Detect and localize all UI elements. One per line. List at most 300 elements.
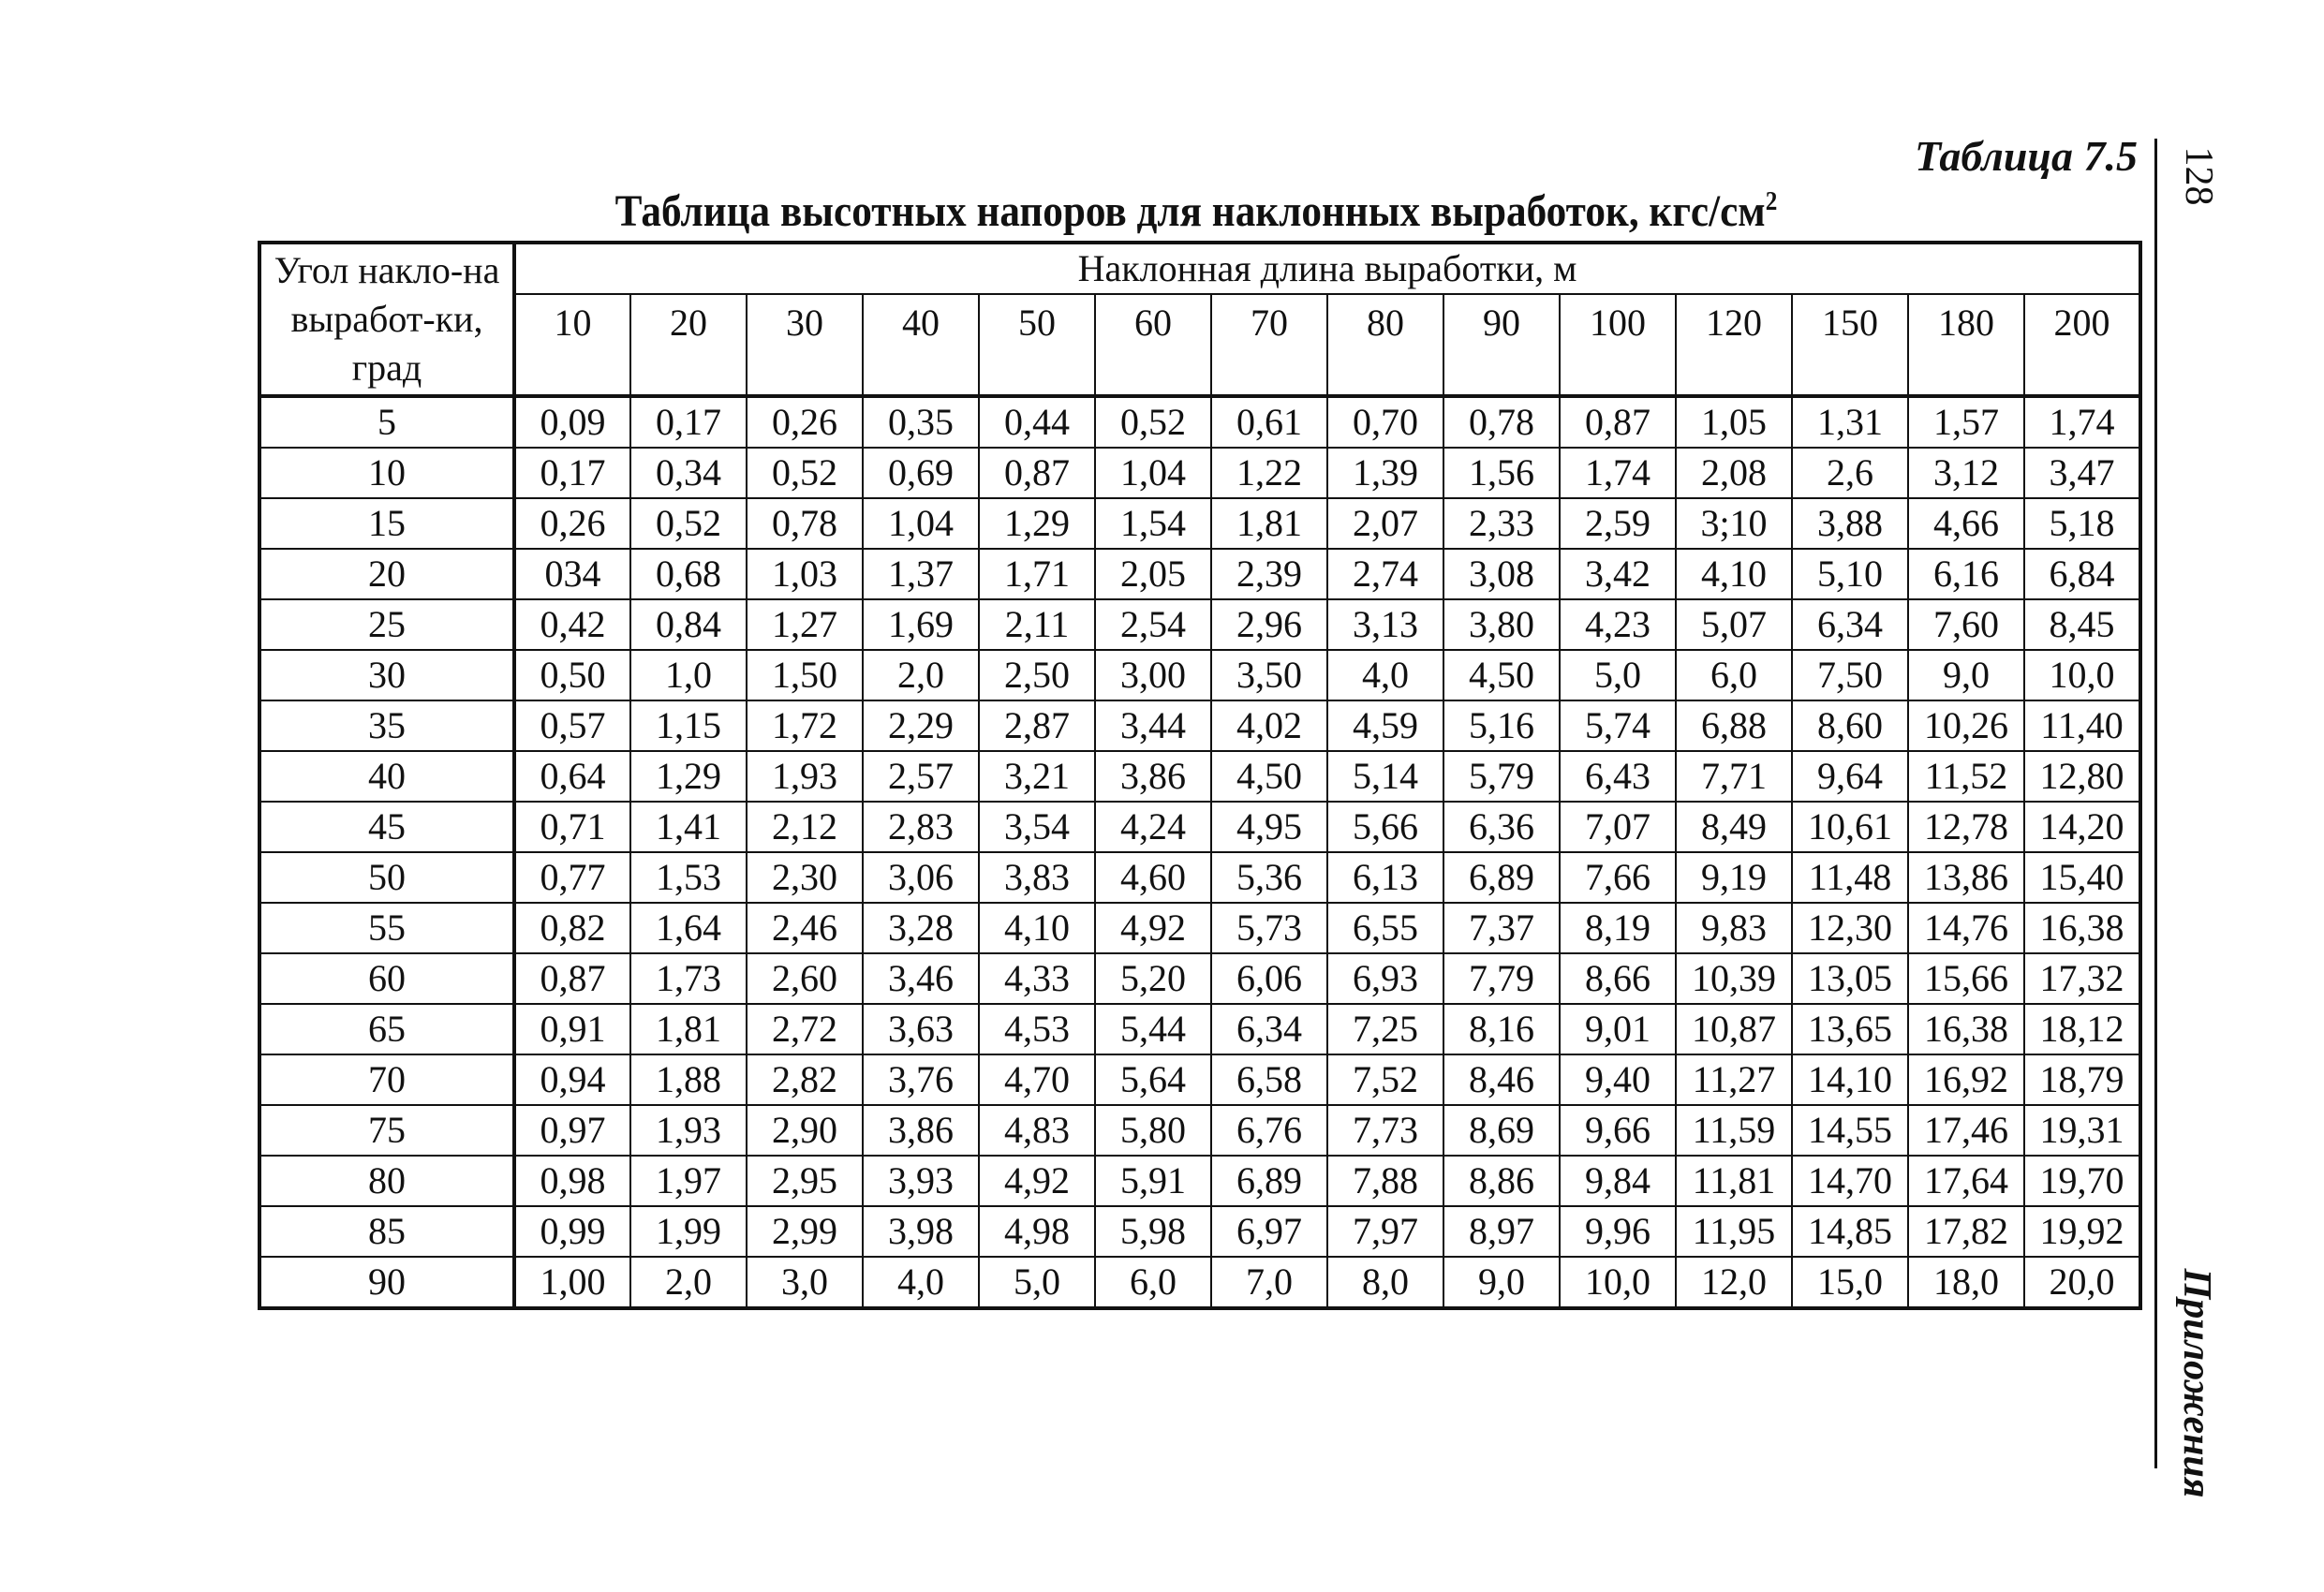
pressure-value-cell: 13,86 [1908, 852, 2024, 903]
pressure-value-cell: 5,64 [1095, 1054, 1211, 1105]
table-row [259, 599, 2140, 650]
pressure-value-cell: 6,58 [1211, 1054, 1327, 1105]
length-group-header: Наклонная длина выработки, м [514, 243, 2140, 294]
pressure-value-cell: 0,99 [514, 1206, 630, 1257]
pressure-value-cell: 3,63 [863, 1004, 979, 1054]
pressure-value-cell: 0,57 [514, 700, 630, 751]
pressure-value-cell: 6,13 [1327, 852, 1443, 903]
pressure-value-cell: 4,23 [1560, 599, 1676, 650]
pressure-value-cell: 1,64 [630, 903, 747, 953]
pressure-value-cell: 0,35 [863, 396, 979, 448]
pressure-value-cell: 4,24 [1095, 802, 1211, 852]
table-body [259, 396, 2140, 1308]
pressure-value-cell: 10,26 [1908, 700, 2024, 751]
pressure-value-cell: 7,88 [1327, 1156, 1443, 1206]
pressure-value-cell: 3,21 [979, 751, 1095, 802]
length-header-cell: 10 [514, 294, 630, 396]
pressure-value-cell: 1,73 [630, 953, 747, 1004]
pressure-value-cell: 10,87 [1676, 1004, 1792, 1054]
pressure-value-cell: 5,74 [1560, 700, 1676, 751]
pressure-value-cell: 8,69 [1443, 1105, 1560, 1156]
pressure-value-cell: 5,0 [1560, 650, 1676, 700]
pressure-value-cell: 7,52 [1327, 1054, 1443, 1105]
pressure-value-cell: 3,44 [1095, 700, 1211, 751]
pressure-value-cell: 10,61 [1792, 802, 1908, 852]
pressure-value-cell: 1,74 [2024, 396, 2140, 448]
pressure-value-cell: 5,18 [2024, 498, 2140, 549]
pressure-value-cell: 4,0 [863, 1257, 979, 1308]
pressure-value-cell: 1,69 [863, 599, 979, 650]
pressure-value-cell: 6,0 [1676, 650, 1792, 700]
pressure-value-cell: 8,97 [1443, 1206, 1560, 1257]
pressure-value-cell: 7,37 [1443, 903, 1560, 953]
pressure-value-cell: 6,16 [1908, 549, 2024, 599]
pressure-value-cell: 1,81 [1211, 498, 1327, 549]
pressure-value-cell: 1,00 [514, 1257, 630, 1308]
pressure-value-cell: 4,92 [979, 1156, 1095, 1206]
pressure-value-cell: 5,0 [979, 1257, 1095, 1308]
pressure-value-cell: 14,55 [1792, 1105, 1908, 1156]
pressure-value-cell: 0,52 [630, 498, 747, 549]
pressure-value-cell: 2,59 [1560, 498, 1676, 549]
pressure-value-cell: 2,54 [1095, 599, 1211, 650]
pressure-value-cell: 1,74 [1560, 448, 1676, 498]
pressure-value-cell: 0,50 [514, 650, 630, 700]
length-header-cell: 50 [979, 294, 1095, 396]
pressure-value-cell: 7,60 [1908, 599, 2024, 650]
pressure-value-cell: 0,69 [863, 448, 979, 498]
length-header-cell: 180 [1908, 294, 2024, 396]
pressure-value-cell: 0,71 [514, 802, 630, 852]
pressure-value-cell: 17,64 [1908, 1156, 2024, 1206]
pressure-value-cell: 0,52 [747, 448, 863, 498]
pressure-value-cell: 19,70 [2024, 1156, 2140, 1206]
angle-cell: 80 [259, 1156, 514, 1206]
pressure-value-cell: 8,45 [2024, 599, 2140, 650]
pressure-value-cell: 0,98 [514, 1156, 630, 1206]
pressure-value-cell: 4,92 [1095, 903, 1211, 953]
pressure-value-cell: 2,50 [979, 650, 1095, 700]
pressure-value-cell: 4,10 [979, 903, 1095, 953]
pressure-value-cell: 0,87 [979, 448, 1095, 498]
table-number-label: Таблица 7.5 [1914, 132, 2138, 180]
pressure-value-cell: 3,83 [979, 852, 1095, 903]
pressure-value-cell: 5,91 [1095, 1156, 1211, 1206]
pressure-value-cell: 1,15 [630, 700, 747, 751]
pressure-value-cell: 2,12 [747, 802, 863, 852]
pressure-value-cell: 1,53 [630, 852, 747, 903]
table-row [259, 448, 2140, 498]
length-header-cell: 150 [1792, 294, 1908, 396]
pressure-value-cell: 0,70 [1327, 396, 1443, 448]
pressure-value-cell: 4,59 [1327, 700, 1443, 751]
pressure-value-cell: 2,39 [1211, 549, 1327, 599]
length-header-cell: 30 [747, 294, 863, 396]
pressure-value-cell: 3,0 [747, 1257, 863, 1308]
running-head: Приложения [2175, 1268, 2218, 1498]
pressure-value-cell: 3,86 [863, 1105, 979, 1156]
pressure-value-cell: 14,20 [2024, 802, 2140, 852]
pressure-value-cell: 20,0 [2024, 1257, 2140, 1308]
pressure-value-cell: 3;10 [1676, 498, 1792, 549]
pressure-value-cell: 6,36 [1443, 802, 1560, 852]
pressure-value-cell: 19,92 [2024, 1206, 2140, 1257]
pressure-value-cell: 8,19 [1560, 903, 1676, 953]
pressure-value-cell: 2,30 [747, 852, 863, 903]
pressure-value-cell: 1,81 [630, 1004, 747, 1054]
pressure-value-cell: 1,29 [979, 498, 1095, 549]
table-row [259, 396, 2140, 448]
pressure-value-cell: 1,0 [630, 650, 747, 700]
pressure-value-cell: 1,93 [630, 1105, 747, 1156]
pressure-value-cell: 14,10 [1792, 1054, 1908, 1105]
pressure-value-cell: 2,0 [863, 650, 979, 700]
pressure-value-cell: 0,94 [514, 1054, 630, 1105]
pressure-value-cell: 14,85 [1792, 1206, 1908, 1257]
pressure-value-cell: 10,39 [1676, 953, 1792, 1004]
pressure-value-cell: 0,87 [1560, 396, 1676, 448]
pressure-value-cell: 2,05 [1095, 549, 1211, 599]
pressure-value-cell: 11,27 [1676, 1054, 1792, 1105]
pressure-value-cell: 1,99 [630, 1206, 747, 1257]
angle-cell: 40 [259, 751, 514, 802]
header-row-top [259, 243, 2140, 294]
pressure-value-cell: 0,26 [747, 396, 863, 448]
pressure-value-cell: 9,19 [1676, 852, 1792, 903]
table-row [259, 1257, 2140, 1308]
length-header-cell: 100 [1560, 294, 1676, 396]
pressure-value-cell: 7,79 [1443, 953, 1560, 1004]
pressure-value-cell: 9,64 [1792, 751, 1908, 802]
pressure-value-cell: 5,16 [1443, 700, 1560, 751]
angle-cell: 10 [259, 448, 514, 498]
length-header-cell: 200 [2024, 294, 2140, 396]
pressure-value-cell: 5,79 [1443, 751, 1560, 802]
pressure-value-cell: 9,40 [1560, 1054, 1676, 1105]
angle-column-header: Угол накло-на выработ-ки, град [259, 243, 514, 396]
pressure-value-cell: 3,00 [1095, 650, 1211, 700]
pressure-value-cell: 3,46 [863, 953, 979, 1004]
pressure-value-cell: 0,52 [1095, 396, 1211, 448]
angle-cell: 35 [259, 700, 514, 751]
pressure-value-cell: 12,0 [1676, 1257, 1792, 1308]
pressure-value-cell: 18,12 [2024, 1004, 2140, 1054]
pressure-value-cell: 2,0 [630, 1257, 747, 1308]
pressure-value-cell: 1,93 [747, 751, 863, 802]
pressure-value-cell: 1,39 [1327, 448, 1443, 498]
pressure-value-cell: 11,52 [1908, 751, 2024, 802]
angle-cell: 30 [259, 650, 514, 700]
pressure-value-cell: 15,40 [2024, 852, 2140, 903]
pressure-value-cell: 2,96 [1211, 599, 1327, 650]
pressure-value-cell: 11,95 [1676, 1206, 1792, 1257]
pressure-value-cell: 6,06 [1211, 953, 1327, 1004]
pressure-value-cell: 8,86 [1443, 1156, 1560, 1206]
angle-cell: 60 [259, 953, 514, 1004]
pressure-value-cell: 9,0 [1443, 1257, 1560, 1308]
table-row [259, 852, 2140, 903]
pressure-value-cell: 2,83 [863, 802, 979, 852]
pressure-value-cell: 8,0 [1327, 1257, 1443, 1308]
length-header-cell: 120 [1676, 294, 1792, 396]
pressure-value-cell: 3,93 [863, 1156, 979, 1206]
pressure-value-cell: 4,95 [1211, 802, 1327, 852]
pressure-value-cell: 11,48 [1792, 852, 1908, 903]
pressure-value-cell: 13,65 [1792, 1004, 1908, 1054]
pressure-value-cell: 3,86 [1095, 751, 1211, 802]
pressure-value-cell: 0,68 [630, 549, 747, 599]
pressure-value-cell: 1,04 [1095, 448, 1211, 498]
pressure-value-cell: 9,66 [1560, 1105, 1676, 1156]
header-row-lengths [259, 294, 2140, 396]
table-title [351, 185, 2041, 237]
pressure-value-cell: 17,82 [1908, 1206, 2024, 1257]
pressure-value-cell: 7,71 [1676, 751, 1792, 802]
pressure-value-cell: 8,46 [1443, 1054, 1560, 1105]
pressure-value-cell: 9,96 [1560, 1206, 1676, 1257]
pressure-value-cell: 0,97 [514, 1105, 630, 1156]
pressure-value-cell: 2,87 [979, 700, 1095, 751]
pressure-value-cell: 7,50 [1792, 650, 1908, 700]
pressure-value-cell: 2,46 [747, 903, 863, 953]
pressure-value-cell: 0,17 [514, 448, 630, 498]
pressure-value-cell: 2,99 [747, 1206, 863, 1257]
pressure-value-cell: 1,41 [630, 802, 747, 852]
pressure-value-cell: 0,87 [514, 953, 630, 1004]
pressure-value-cell: 0,26 [514, 498, 630, 549]
table-row [259, 953, 2140, 1004]
pressure-value-cell: 3,50 [1211, 650, 1327, 700]
table-row [259, 751, 2140, 802]
pressure-value-cell: 4,98 [979, 1206, 1095, 1257]
pressure-value-cell: 0,44 [979, 396, 1095, 448]
pressure-value-cell: 4,33 [979, 953, 1095, 1004]
pressure-value-cell: 1,71 [979, 549, 1095, 599]
pressure-value-cell: 2,82 [747, 1054, 863, 1105]
pressure-value-cell: 1,04 [863, 498, 979, 549]
pressure-value-cell: 3,12 [1908, 448, 2024, 498]
pressure-value-cell: 5,20 [1095, 953, 1211, 1004]
margin-rule [2154, 139, 2157, 1468]
pressure-value-cell: 5,10 [1792, 549, 1908, 599]
pressure-value-cell: 11,81 [1676, 1156, 1792, 1206]
pressure-value-cell: 6,34 [1211, 1004, 1327, 1054]
pressure-value-cell: 9,83 [1676, 903, 1792, 953]
pressure-value-cell: 7,0 [1211, 1257, 1327, 1308]
angle-cell: 55 [259, 903, 514, 953]
length-header-cell: 80 [1327, 294, 1443, 396]
pressure-value-cell: 5,07 [1676, 599, 1792, 650]
pressure-value-cell: 16,92 [1908, 1054, 2024, 1105]
pressure-value-cell: 2,08 [1676, 448, 1792, 498]
pressure-value-cell: 1,27 [747, 599, 863, 650]
pressure-value-cell: 6,97 [1211, 1206, 1327, 1257]
table-row [259, 903, 2140, 953]
pressure-value-cell: 17,46 [1908, 1105, 2024, 1156]
pressure-value-cell: 6,89 [1211, 1156, 1327, 1206]
pressure-value-cell: 4,53 [979, 1004, 1095, 1054]
angle-cell: 75 [259, 1105, 514, 1156]
pressure-value-cell: 2,72 [747, 1004, 863, 1054]
pressure-value-cell: 0,09 [514, 396, 630, 448]
table-title-superscript: 2 [1765, 187, 1778, 216]
pressure-value-cell: 4,83 [979, 1105, 1095, 1156]
pressure-value-cell: 16,38 [2024, 903, 2140, 953]
pressure-value-cell: 14,70 [1792, 1156, 1908, 1206]
pressure-value-cell: 3,28 [863, 903, 979, 953]
pressure-value-cell: 5,80 [1095, 1105, 1211, 1156]
pressure-value-cell: 17,32 [2024, 953, 2140, 1004]
pressure-value-cell: 3,88 [1792, 498, 1908, 549]
angle-cell: 90 [259, 1257, 514, 1308]
pressure-value-cell: 6,93 [1327, 953, 1443, 1004]
pressure-value-cell: 0,17 [630, 396, 747, 448]
pressure-value-cell: 6,0 [1095, 1257, 1211, 1308]
pressure-value-cell: 1,56 [1443, 448, 1560, 498]
pressure-value-cell: 2,74 [1327, 549, 1443, 599]
pressure-value-cell: 034 [514, 549, 630, 599]
pressure-value-cell: 8,49 [1676, 802, 1792, 852]
pressure-value-cell: 4,50 [1211, 751, 1327, 802]
angle-cell: 65 [259, 1004, 514, 1054]
pressure-value-cell: 7,97 [1327, 1206, 1443, 1257]
pressure-value-cell: 13,05 [1792, 953, 1908, 1004]
pressure-value-cell: 3,47 [2024, 448, 2140, 498]
pressure-value-cell: 3,80 [1443, 599, 1560, 650]
pressure-value-cell: 6,84 [2024, 549, 2140, 599]
pressure-value-cell: 1,03 [747, 549, 863, 599]
pressure-value-cell: 1,54 [1095, 498, 1211, 549]
pressure-value-cell: 11,40 [2024, 700, 2140, 751]
table-row [259, 1156, 2140, 1206]
pressure-value-cell: 10,0 [2024, 650, 2140, 700]
angle-cell: 15 [259, 498, 514, 549]
pressure-value-cell: 15,0 [1792, 1257, 1908, 1308]
pressure-value-cell: 2,11 [979, 599, 1095, 650]
pressure-value-cell: 2,60 [747, 953, 863, 1004]
length-header-cell: 90 [1443, 294, 1560, 396]
pressure-value-cell: 7,25 [1327, 1004, 1443, 1054]
pressure-value-cell: 1,50 [747, 650, 863, 700]
pressure-value-cell: 9,01 [1560, 1004, 1676, 1054]
angle-cell: 5 [259, 396, 514, 448]
pressure-value-cell: 8,66 [1560, 953, 1676, 1004]
pressure-value-cell: 6,55 [1327, 903, 1443, 953]
pressure-value-cell: 2,29 [863, 700, 979, 751]
pressure-value-cell: 15,66 [1908, 953, 2024, 1004]
pressure-value-cell: 4,02 [1211, 700, 1327, 751]
table-row [259, 1105, 2140, 1156]
pressure-value-cell: 1,37 [863, 549, 979, 599]
table-row [259, 650, 2140, 700]
pressure-value-cell: 14,76 [1908, 903, 2024, 953]
pressure-value-cell: 1,57 [1908, 396, 2024, 448]
pressure-value-cell: 0,42 [514, 599, 630, 650]
pressure-value-cell: 4,70 [979, 1054, 1095, 1105]
pressure-value-cell: 12,80 [2024, 751, 2140, 802]
pressure-value-cell: 18,79 [2024, 1054, 2140, 1105]
table-row [259, 1054, 2140, 1105]
pressure-value-cell: 2,90 [747, 1105, 863, 1156]
pressure-value-cell: 3,42 [1560, 549, 1676, 599]
table-title-text: Таблица высотных напоров для наклонных выработок, кгс/см [614, 186, 1766, 236]
angle-cell: 25 [259, 599, 514, 650]
pressure-value-cell: 6,34 [1792, 599, 1908, 650]
pressure-value-cell: 3,08 [1443, 549, 1560, 599]
pressure-value-cell: 9,0 [1908, 650, 2024, 700]
pressure-value-cell: 4,60 [1095, 852, 1211, 903]
pressure-value-cell: 0,34 [630, 448, 747, 498]
pressure-value-cell: 3,06 [863, 852, 979, 903]
pressure-value-cell: 1,88 [630, 1054, 747, 1105]
pressure-value-cell: 0,91 [514, 1004, 630, 1054]
pressure-value-cell: 2,95 [747, 1156, 863, 1206]
pressure-value-cell: 5,14 [1327, 751, 1443, 802]
pressure-value-cell: 4,66 [1908, 498, 2024, 549]
pressure-value-cell: 3,54 [979, 802, 1095, 852]
pressure-value-cell: 1,29 [630, 751, 747, 802]
pressure-value-cell: 1,22 [1211, 448, 1327, 498]
angle-cell: 20 [259, 549, 514, 599]
pressure-value-cell: 18,0 [1908, 1257, 2024, 1308]
pressure-value-cell: 3,76 [863, 1054, 979, 1105]
pressure-value-cell: 16,38 [1908, 1004, 2024, 1054]
angle-cell: 70 [259, 1054, 514, 1105]
pressure-value-cell: 0,78 [1443, 396, 1560, 448]
pressure-value-cell: 5,36 [1211, 852, 1327, 903]
pressure-value-cell: 6,89 [1443, 852, 1560, 903]
pressure-value-cell: 0,64 [514, 751, 630, 802]
angle-cell: 45 [259, 802, 514, 852]
pressure-value-cell: 5,66 [1327, 802, 1443, 852]
pressure-value-cell: 6,88 [1676, 700, 1792, 751]
pressure-value-cell: 0,84 [630, 599, 747, 650]
length-header-cell: 70 [1211, 294, 1327, 396]
angle-cell: 85 [259, 1206, 514, 1257]
pressure-value-cell: 1,05 [1676, 396, 1792, 448]
pressure-value-cell: 5,73 [1211, 903, 1327, 953]
pressure-value-cell: 8,60 [1792, 700, 1908, 751]
length-header-cell: 60 [1095, 294, 1211, 396]
pressure-value-cell: 7,73 [1327, 1105, 1443, 1156]
pressure-value-cell: 6,43 [1560, 751, 1676, 802]
length-header-cell: 20 [630, 294, 747, 396]
pressure-value-cell: 3,13 [1327, 599, 1443, 650]
pressure-value-cell: 0,77 [514, 852, 630, 903]
table-row [259, 700, 2140, 751]
page-number: 128 [2177, 146, 2220, 206]
pressure-value-cell: 5,98 [1095, 1206, 1211, 1257]
pressure-value-cell: 5,44 [1095, 1004, 1211, 1054]
pressure-value-cell: 19,31 [2024, 1105, 2140, 1156]
pressure-value-cell: 0,78 [747, 498, 863, 549]
table-row [259, 498, 2140, 549]
pressure-value-cell: 2,6 [1792, 448, 1908, 498]
pressure-value-cell: 4,0 [1327, 650, 1443, 700]
pressure-value-cell: 9,84 [1560, 1156, 1676, 1206]
pressure-value-cell: 10,0 [1560, 1257, 1676, 1308]
pressure-value-cell: 12,30 [1792, 903, 1908, 953]
pressure-value-cell: 0,61 [1211, 396, 1327, 448]
pressure-value-cell: 4,10 [1676, 549, 1792, 599]
pressure-value-cell: 6,76 [1211, 1105, 1327, 1156]
pressure-value-cell: 0,82 [514, 903, 630, 953]
pressure-value-cell: 2,33 [1443, 498, 1560, 549]
angle-cell: 50 [259, 852, 514, 903]
table-row [259, 1004, 2140, 1054]
pressure-value-cell: 12,78 [1908, 802, 2024, 852]
pressure-value-cell: 1,97 [630, 1156, 747, 1206]
